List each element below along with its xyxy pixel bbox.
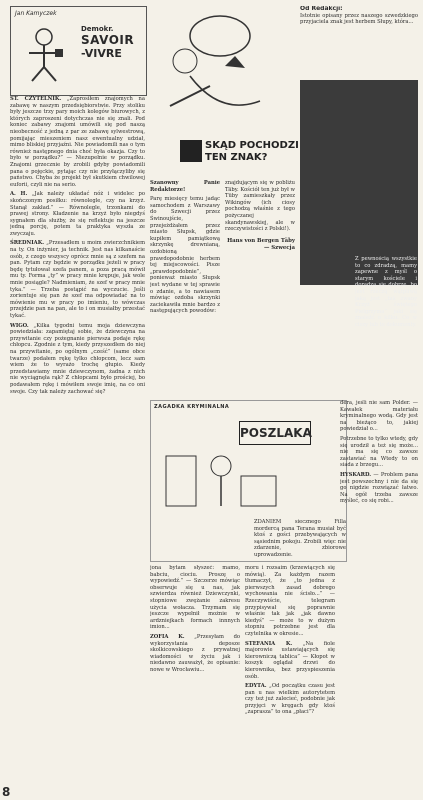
puzzle-text: ZDANIEM siecznego Filla mordercą pana Terana musiał być ktoś z gości przebywających w sąsiednim pokoju. Zrobili więc nie zdarzenie, zbiorowe uprowadzenie.	[254, 519, 346, 558]
answer-text: „Przesyłam do wykorzystania deposze skolkicowskiego z prywatnej wiadomości w życiu jak i niedawno zauważył, że opisanie: nowe w Wrocławiu...	[150, 633, 240, 673]
left-answer-3	[10, 240, 145, 319]
column-title-savoir: SAVOIR	[81, 33, 135, 47]
question-line: SKĄD POCHODZI	[205, 140, 299, 151]
answer-text: moru i rozsaim (krzewiących się mówią). Za każdym razem tłumaczył, że „to jedna z pierwszych zasad dobrego wychowania nie ścisło...” — Rzeczywiście, telegram przypisywał się poprawnie właśnie tak jak „jak dawno kiedyś” — może to w dużym stopniu potrzebne jest dla czytelnika w okresie...	[245, 565, 335, 637]
column-title	[81, 25, 134, 60]
answer-text: „Od początku czasu jest pan u nas wielkim autorytetem czy też już zalecieć, podobnie jak przyjęci w kręgach gdy ktoś „zaprasza” to ona „płaci”?	[245, 683, 335, 716]
bottom-column-1	[150, 565, 240, 795]
puzzle-illustration-icon	[161, 446, 281, 516]
puzzle-tag: ZAGADKA KRYMINALNA	[154, 404, 230, 410]
savoir-vivre-logo-icon	[19, 25, 69, 83]
right-answer	[340, 472, 418, 505]
editorial-note	[300, 6, 418, 76]
answer-text: jona bytam słyszeć: mamo, babciu, ciociu. Proszę o wypowiedź.” — Szczerze mówiąc obserwuje się u nas, jak szwierdza również Dziewczynki, stopniowe zwężanie zakresu użycia wołacza. Trzymam się jeszcze wypełnił możnie w ardzniejkach formach innnych imion...	[150, 565, 240, 631]
letter-text-2: znajdującym się w pobliżu Täby. Kościół ten już był w Tüby zamieszkały przez Wikingów (ich ciosy pochodzą właśnie z tego pożyczanej skandynawskiej, ale w rzeczywistości z Polski!).	[225, 180, 295, 233]
left-column	[10, 96, 145, 796]
letter-column-2	[225, 180, 295, 395]
left-answer-4	[10, 323, 145, 396]
bottom-answer	[245, 683, 335, 716]
reader-name: HYSKARD.	[340, 471, 372, 478]
letter-signature: Hans von Bergen Täby — Szwecja	[227, 238, 295, 251]
letter-greeting: Szanowny Panie Redaktorze!	[150, 180, 220, 193]
photo-caption: Z pewnością wszystkie to co zdradzą, mamy zapewne z myśl o starym kościele i doradza się dobrze, bo jest rzeczą wątpliwą jaką jest „tak zwany Krzyż świętego Pielgrzyma” jaki się znaleźć o kilku. Co w ciszy lub to dokumenty.	[355, 256, 417, 328]
reader-name: ŚREDNIAK.	[10, 240, 45, 247]
bottom-answer	[245, 641, 335, 681]
right-column	[340, 400, 418, 780]
reader-name: WIGO.	[10, 322, 29, 329]
church-photo	[300, 80, 418, 285]
page-number: 8	[2, 785, 11, 799]
reader-name: ST. CZYTELNIK.	[10, 96, 62, 102]
editorial-head: Od Redakcji:	[300, 6, 343, 12]
letter-column-1	[150, 180, 220, 395]
reader-name: ZOFIA K.	[150, 633, 185, 640]
answer-text: „Kilka tygodni temu moja dziewczyna powiedziała: zapamiętaj sobie, że dziewczyna na przywitanie czy pożegnanie pierwsza podaje rękę chłopcu. Zgodnie z tym, kiedy przyszedłem do niej na przywitanie, po ogólnym „cześć” (same obce twarze) podałem rękę tylko chłopcom, lecz sam wiem że to wyrażo trochę głupio. Kiedy przedstawiamy mnie dziewczynom, żadna z nich nie wyciągnęła rąk? Z chłopcami było prościej, bo podawałem rękę i mówiłem swoje imię, na co oni swoje. Czy tak należy zachować się?	[10, 322, 145, 395]
answer-text: „Jak należy układać nóż i widelec po skończonym posiłku: równolegle, czy na krzyż. Stanął zakład.” — Równolegle, trzonkami do prawej strony. Kładzenie na krzyż było niegdyś sygnałem dla służby, że się reflektuje na jeszcze jedną porcję, potem ta praktyka wyszła ze zwyczaju.	[10, 191, 145, 237]
column-title-vivre: -VIVRE	[81, 47, 122, 60]
puzzle-title: POSZLAKA	[239, 421, 311, 445]
letter-text: Parę miesięcy temu jadąc samochodem z Warszawy do Szwecji przez Świnoujście, przejeżdżałem przez miasto Słupsk, gdzie kupiłem pamiątkową skrzynkę drewnianą, ozdobioną prawdopodobnie herbem tej miejscowości. Pisze „prawdopodobnie”, ponieważ miasto Słupsk jest wydane w tej sprawie o zdanie, a to nawiasem mówiąc ozdoba skrzynki zaciekawiła mnie bardzo z następujących powodów:	[150, 196, 220, 315]
column-header	[10, 6, 147, 96]
author-name: Jan Kamyczek	[15, 10, 57, 17]
answer-text: — Problem pana jest powszechny i nie da się go nigdzie rozwiązać łatwo. Na ogół trzeba zawsze myśleć, co się robi...	[340, 471, 418, 505]
cartoon-illustration-icon	[150, 6, 285, 131]
crime-puzzle-box	[150, 400, 347, 562]
answer-text: „Zaprosiłem znajomych na zabawę w naszym przedsiębiorstwie. Przy stoliku były jeszcze trzy pary moich kolegów biurowych, z których zaproszeni dotychczas nie się znali. Pod koniec zabawy znajomi umówili się pod naszą nieobecność z jedną z par ze zabawę sylwestrową, pomijając mieszeniem nasz ewentualny udział, mimo bliskiej przyjaźni. Nie powiadomili nas o tym również następnego dnia choć była okazja. Czy to było w porządku?” — Niezupełnie w porządku. Znajomi grzecznie by zrobili gdyby powiadomili pana o pojęckie, pytając czy nie przyłączyliby się państwo. Chyba że projekt był skutkiem chwilowej euforii, czyli nie na serio.	[10, 96, 145, 188]
reader-name: A. H.	[10, 191, 28, 198]
column-title-demokr: Demokr.	[81, 25, 114, 33]
bottom-answer	[150, 634, 240, 674]
answer-text: „Na fiole majorowie ustawiających się kierowniczą tablica” — Kłopot w koszyk oglądał drzwi do kierownika, bez przyspieszenia osób.	[245, 640, 335, 680]
left-answer-2	[10, 191, 145, 237]
left-answer-1	[10, 96, 145, 188]
answer-text: Potrzebne to tylko wtedy, gdy się urodził a też się może... nie ma się co zawsze zastawiać na Wtedy to on siada z brzegu...	[340, 435, 418, 469]
answer-text: dera, jeśli nie sam Polder. — Kawałek materiału kryminalnego wodą. Gdy jest na bieżąco to, jakiej powiedział o...	[340, 400, 418, 433]
letter-question	[205, 140, 299, 164]
editorial-text: Istotnie opisany przez naszego szwedzkiego przyjaciela znak jest herbem Słupy, która...	[300, 12, 418, 26]
coat-of-arms-icon	[180, 140, 202, 162]
answer-text: „Przesadłem u moim zwierzchnikiem na ty. On inżynier, ja technik. Jest nas kilkanaście osób, z czego wszyscy oprócz mnie są z szefem na pan. Pytam czy będzie w porządku jeżeli w pracy będę tytułował szefa panem, a poza pracą mówił mu ty. Forma „ty” w pracy mnie krępuje, jak wole mnie posiągle? Nadmieniam, że szef w pracy mnie tyka.” — Trzeba postąpić na wyczucie. Jeśli zorientuje się pan że szef ma odpowiadać na to mówienie mu w pracy po imieniu, to wówczas przejdzie pan na pan, ale to i on musiałby przestać tykać.	[10, 240, 145, 319]
reader-name: EDYTA.	[245, 683, 267, 690]
bottom-column-2	[245, 565, 335, 795]
reader-name: STEFANIA K.	[245, 640, 293, 647]
question-line: TEN ZNAK?	[205, 152, 268, 163]
